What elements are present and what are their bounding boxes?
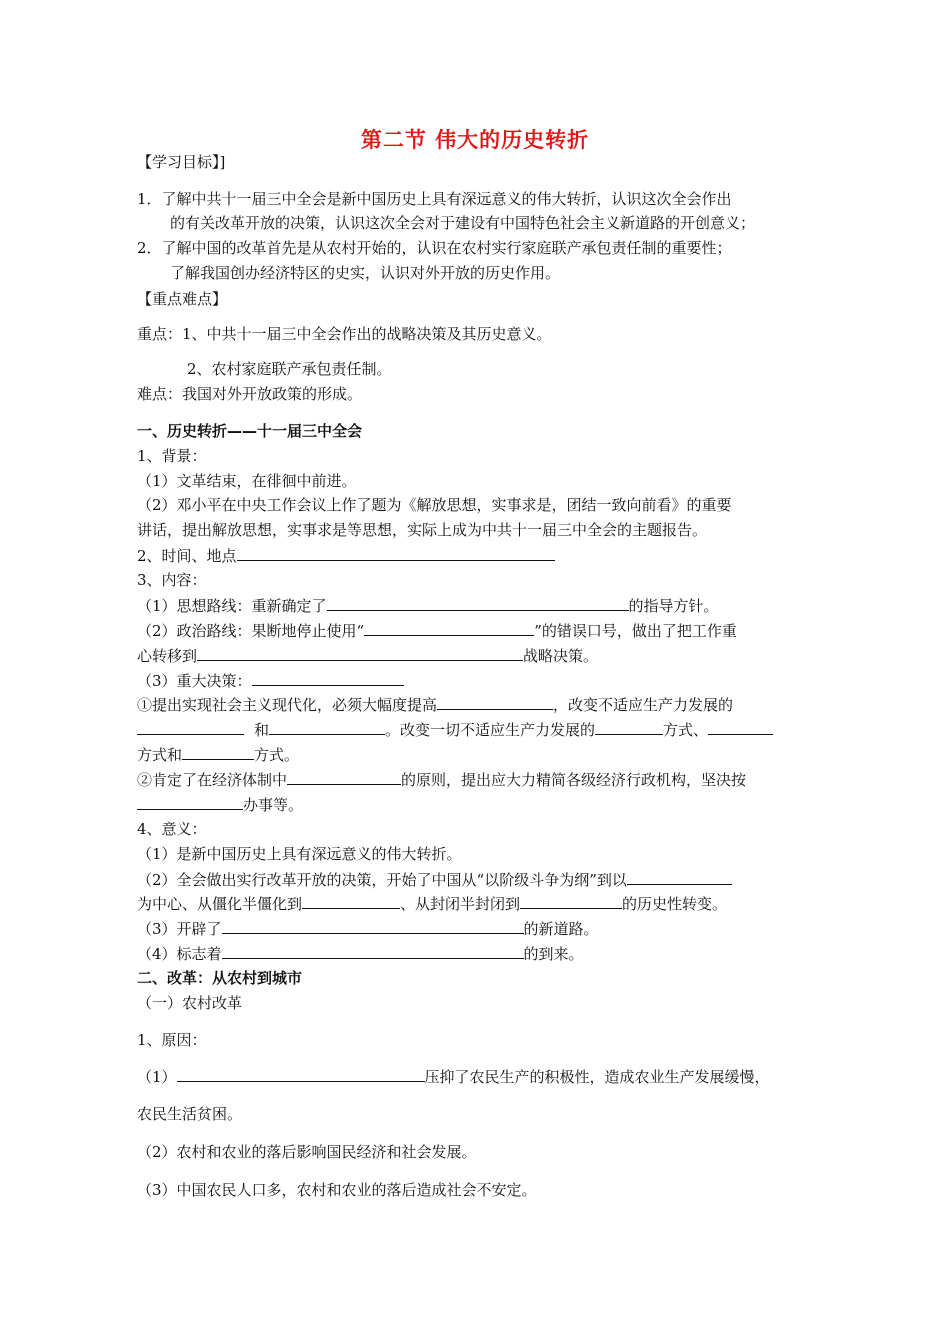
content-1: [137, 595, 719, 616]
goal-line-1: 1．了解中共十一届三中全会是新中国历史上具有深远意义的伟大转折，认识这次全会作出: [137, 190, 732, 208]
fill-blank[interactable]: [177, 1066, 425, 1082]
meaning-4: [137, 943, 584, 964]
key-heading: 【重点难点】: [137, 290, 228, 308]
text: 方式和: [137, 746, 183, 764]
fill-blank[interactable]: [222, 943, 524, 959]
fill-blank[interactable]: [137, 794, 243, 810]
text: （3）开辟了: [137, 920, 222, 938]
text: 的原则，提出应大力精简各级经济行政机构，坚决按: [401, 771, 747, 789]
text: 的历史性转变。: [622, 895, 728, 913]
fill-blank[interactable]: [252, 670, 404, 686]
text: 方式。: [254, 746, 300, 764]
content-2b: [137, 645, 598, 666]
content-3: [137, 670, 404, 691]
decision-2b: [137, 794, 303, 815]
text: 。改变一切不适应生产力发展的: [385, 721, 596, 739]
difficulty: 难点：我国对外开放政策的形成。: [137, 385, 363, 403]
text: （2）全会做出实行改革开放的决策，开始了中国从“以阶级斗争为纲”到以: [137, 871, 627, 889]
text: 的指导方针。: [628, 597, 719, 615]
fill-blank[interactable]: [182, 744, 254, 760]
fill-blank[interactable]: [269, 719, 385, 735]
fill-blank[interactable]: [197, 645, 523, 661]
meaning-label: 4、意义：: [137, 820, 207, 838]
fill-blank[interactable]: [364, 620, 534, 636]
content-2: [137, 620, 737, 641]
fill-blank[interactable]: [222, 918, 524, 934]
text: 战略决策。: [523, 647, 599, 665]
fill-blank[interactable]: [327, 595, 629, 611]
text: 方式、: [663, 721, 709, 739]
fill-blank[interactable]: [287, 769, 401, 785]
text: 和: [254, 721, 270, 739]
goal-line-2: 的有关改革开放的决策，认识这次全会对于建设有中国特色社会主义新道路的开创意义；: [170, 214, 756, 232]
section1-heading: 一、历史转折——十一届三中全会: [137, 422, 363, 440]
key-point-1: 重点：1、中共十一届三中全会作出的战略决策及其历史意义。: [137, 325, 552, 343]
subsection-rural-reform: （一）农村改革: [137, 994, 243, 1012]
key-point-2: 2、农村家庭联产承包责任制。: [187, 360, 392, 378]
text: （1）: [137, 1068, 177, 1086]
text: （1）思想路线：重新确定了: [137, 597, 327, 615]
text: （2）政治路线：果断地停止使用“: [137, 622, 365, 640]
section2-heading: 二、改革：从农村到城市: [137, 969, 303, 987]
cause-1b: 农民生活贫困。: [137, 1105, 243, 1123]
fill-blank[interactable]: [437, 694, 553, 710]
cause-1: [137, 1066, 770, 1087]
goal-line-3: 2．了解中国的改革首先是从农村开始的，认识在农村实行家庭联产承包责任制的重要性；: [137, 239, 732, 257]
time-place-line: [137, 545, 555, 566]
meaning-3: [137, 918, 599, 939]
page-title: 第二节 伟大的历史转折: [360, 128, 590, 152]
fill-blank[interactable]: [708, 719, 773, 735]
background-label: 1、背景：: [137, 447, 207, 465]
background-1: （1）文革结束，在徘徊中前进。: [137, 472, 357, 490]
decision-1: [137, 694, 733, 715]
meaning-1: （1）是新中国历史上具有深远意义的伟大转折。: [137, 845, 462, 863]
background-2b: 讲话，提出解放思想，实事求是等思想，实际上成为中共十一届三中全会的主题报告。: [137, 521, 708, 539]
goals-heading: 【学习目标】]: [137, 153, 226, 171]
text: 为中心、从僵化半僵化到: [137, 895, 303, 913]
decision-1b: [137, 719, 773, 740]
text: 的到来。: [523, 945, 584, 963]
meaning-2: [137, 869, 732, 890]
decision-1c: [137, 744, 299, 765]
fill-blank[interactable]: [237, 545, 555, 561]
cause-3: （3）中国农民人口多，农村和农业的落后造成社会不安定。: [137, 1181, 537, 1199]
text: 压抑了农民生产的积极性，造成农业生产发展缓慢，: [424, 1068, 770, 1086]
text: 办事等。: [243, 796, 304, 814]
text: ，改变不适应生产力发展的: [553, 696, 734, 714]
fill-blank[interactable]: [595, 719, 663, 735]
background-2a: （2）邓小平在中央工作会议上作了题为《解放思想，实事求是，团结一致向前看》的重要: [137, 496, 732, 514]
cause-label: 1、原因：: [137, 1031, 207, 1049]
fill-blank[interactable]: [520, 893, 622, 909]
goal-line-4: 了解我国创办经济特区的史实，认识对外开放的历史作用。: [170, 264, 561, 282]
content-label: 3、内容：: [137, 571, 207, 589]
cause-2: （2）农村和农业的落后影响国民经济和社会发展。: [137, 1143, 477, 1161]
text: ”的错误口号，做出了把工作重: [534, 622, 737, 640]
text: （3）重大决策：: [137, 672, 252, 690]
fill-blank[interactable]: [302, 893, 400, 909]
fill-blank[interactable]: [627, 869, 732, 885]
text: 心转移到: [137, 647, 198, 665]
time-place-label: 2、时间、地点: [137, 547, 237, 565]
fill-blank[interactable]: [137, 719, 244, 735]
text: ②肯定了在经济体制中: [137, 771, 288, 789]
meaning-2b: [137, 893, 727, 914]
text: 的新道路。: [523, 920, 599, 938]
text: （4）标志着: [137, 945, 222, 963]
decision-2: [137, 769, 746, 790]
text: ①提出实现社会主义现代化，必须大幅度提高: [137, 696, 438, 714]
text: 、从封闭半封闭到: [400, 895, 521, 913]
